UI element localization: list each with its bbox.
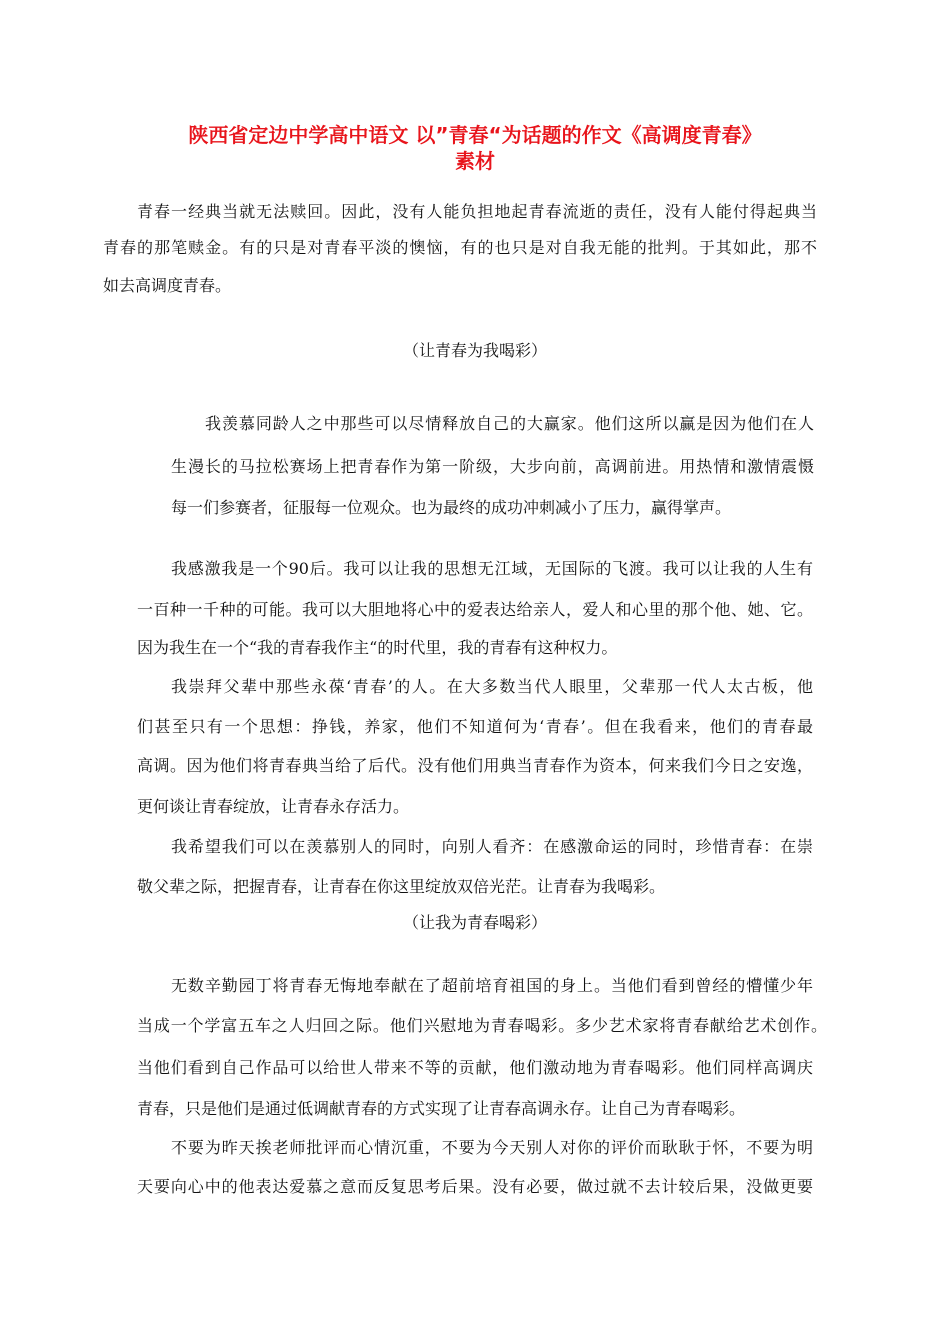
section2-p2-line-1: 不要为昨天挨老师批评而心情沉重，不要为今天别人对你的评价而耿耿于怀，不要为明 bbox=[171, 1138, 813, 1157]
section-heading-2: （让我为青春喝彩） bbox=[402, 913, 547, 932]
section1-p2-line-1: 我感激我是一个90后。我可以让我的思想无江域，无国际的飞渡。我可以让我的人生有 bbox=[171, 559, 813, 578]
section2-p1-line-2: 当成一个学富五车之人归回之际。他们兴慰地为青春喝彩。多少艺术家将青春献给艺术创作。 bbox=[137, 1016, 827, 1035]
title-line-1: 陕西省定边中学高中语文 以”青春“为话题的作文《高调度青春》 bbox=[188, 123, 762, 147]
section1-p3-line-2: 们甚至只有一个思想：挣钱，养家，他们不知道何为‘青春’。但在我看来，他们的青春最 bbox=[137, 717, 813, 736]
title-line-2: 素材 bbox=[455, 149, 495, 173]
section1-p4-line-1: 我希望我们可以在羡慕别人的同时，向别人看齐：在感激命运的同时，珍惜青春：在崇 bbox=[171, 837, 813, 856]
section1-p2-line-2: 一百种一千种的可能。我可以大胆地将心中的爱表达给亲人，爱人和心里的那个他、她、它。 bbox=[137, 600, 813, 619]
section2-p2-line-2: 天要向心中的他表达爱慕之意而反复思考后果。没有必要，做过就不去计较后果，没做更要 bbox=[137, 1177, 813, 1196]
section2-p1-line-1: 无数辛勤园丁将青春无悔地奉献在了超前培育祖国的身上。当他们看到曾经的懵懂少年 bbox=[171, 976, 813, 995]
section1-p3-line-1: 我崇拜父辈中那些永葆‘青春’的人。在大多数当代人眼里，父辈那一代人太古板，他 bbox=[171, 677, 813, 696]
intro-line-1: 青春一经典当就无法赎回。因此，没有人能负担地起青春流逝的责任，没有人能付得起典当 bbox=[137, 202, 817, 221]
section1-p3-line-4: 更何谈让青春绽放，让青春永存活力。 bbox=[137, 797, 410, 816]
intro-line-3: 如去高调度青春。 bbox=[103, 276, 232, 295]
section2-p1-line-4: 青春，只是他们是通过低调献青春的方式实现了让青春高调永存。让自己为青春喝彩。 bbox=[137, 1099, 746, 1118]
section1-p2-line-3: 因为我生在一个“我的青春我作主“的时代里，我的青春有这种权力。 bbox=[137, 638, 618, 657]
section1-p1-line-2: 生漫长的马拉松赛场上把青春作为第一阶级，大步向前，高调前进。用热情和激情震慑 bbox=[171, 457, 814, 476]
section1-p3-line-3: 高调。因为他们将青春典当给了后代。没有他们用典当青春作为资本，何来我们今日之安逸， bbox=[137, 756, 813, 775]
section1-p1-line-3: 每一们参赛者，征服每一位观众。也为最终的成功冲刺减小了压力，赢得掌声。 bbox=[171, 498, 732, 517]
section1-p4-line-2: 敬父辈之际，把握青春，让青春在你这里绽放双倍光茫。让青春为我喝彩。 bbox=[137, 877, 666, 896]
section-heading-1: （让青春为我喝彩） bbox=[402, 341, 547, 360]
section2-p1-line-3: 当他们看到自己作品可以给世人带来不等的贡献，他们激动地为青春喝彩。他们同样高调庆 bbox=[137, 1058, 813, 1077]
intro-line-2: 青春的那笔赎金。有的只是对青春平淡的懊恼，有的也只是对自我无能的批判。于其如此，那不 bbox=[103, 238, 817, 257]
document-title bbox=[100, 122, 850, 174]
section1-p1-line-1: 我羡慕同龄人之中那些可以尽情释放自己的大赢家。他们这所以赢是因为他们在人 bbox=[205, 414, 814, 433]
